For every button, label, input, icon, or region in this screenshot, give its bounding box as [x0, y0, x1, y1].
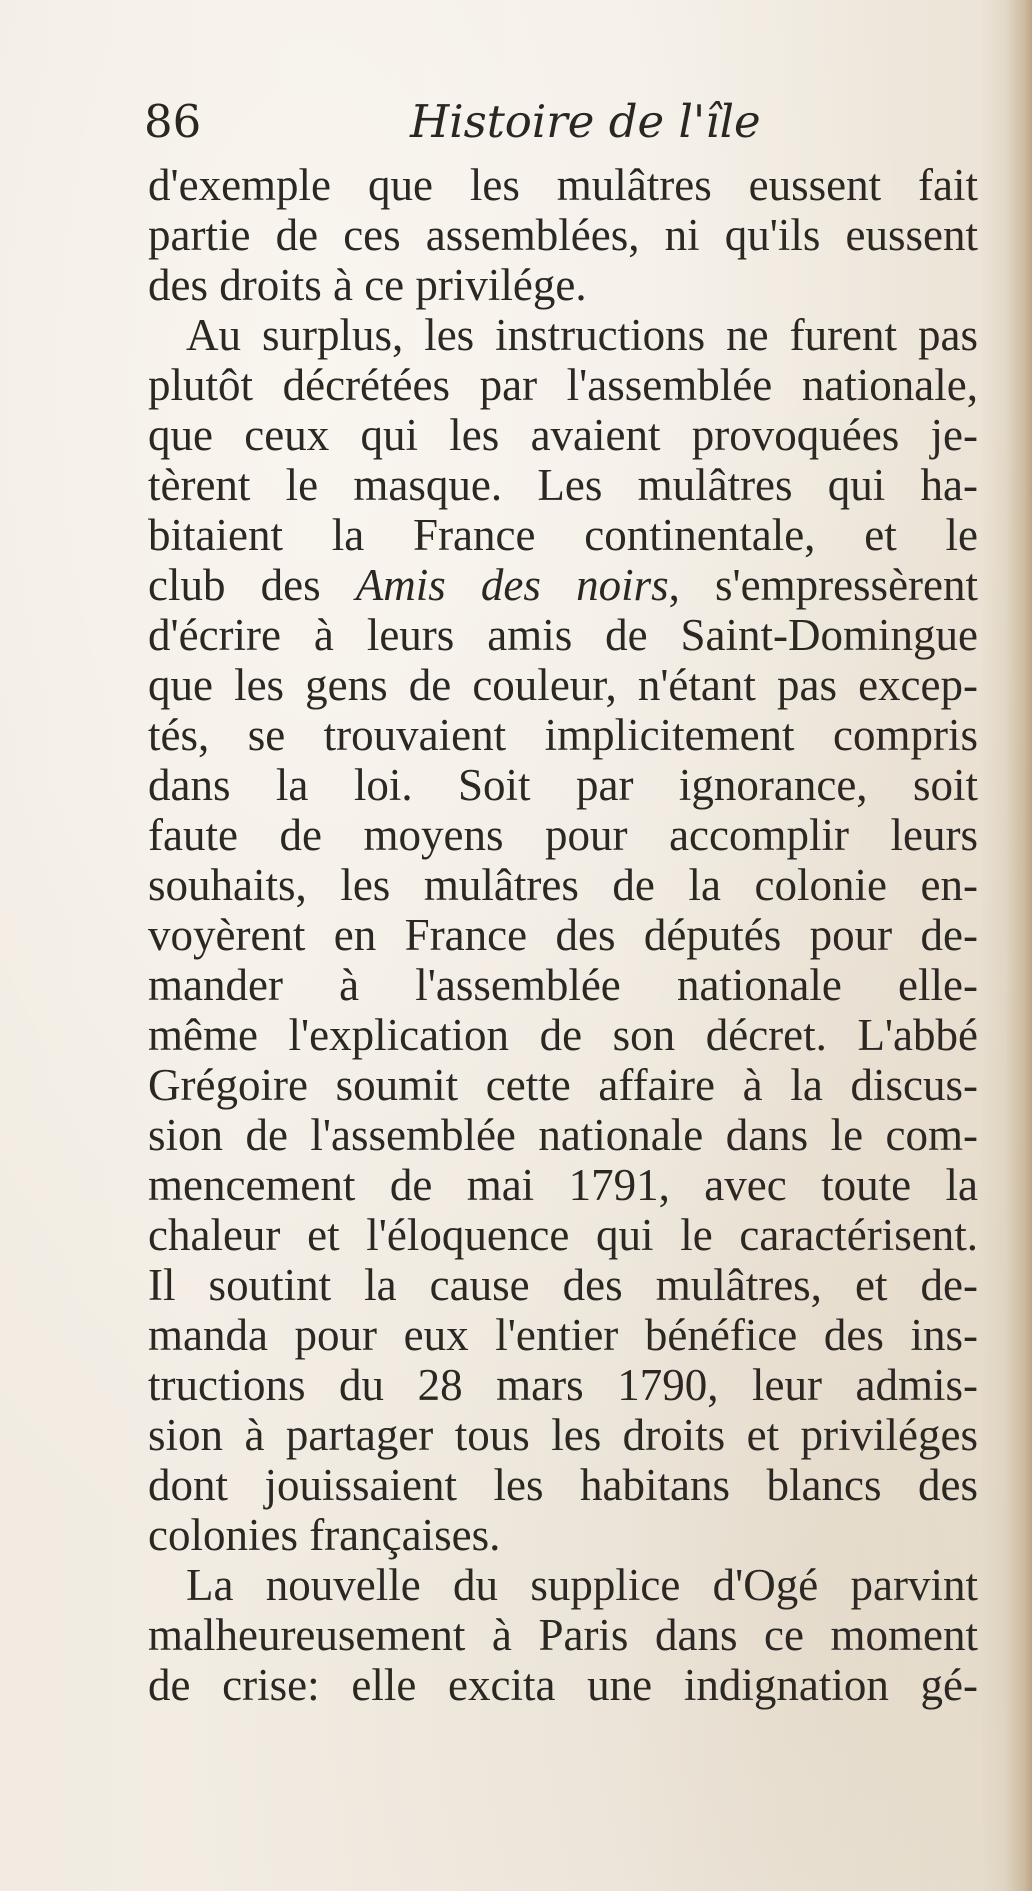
- text-line: dans la loi. Soit par ignorance, soit: [148, 760, 978, 810]
- text-line: sion à partager tous les droits et priviléges: [148, 1410, 978, 1460]
- text-line: que les gens de couleur, n'étant pas excep-: [148, 660, 978, 710]
- text-line: tructions du 28 mars 1790, leur admis-: [148, 1360, 978, 1410]
- body-text: [148, 160, 978, 1710]
- text-line: mencement de mai 1791, avec toute la: [148, 1160, 978, 1210]
- text-line: même l'explication de son décret. L'abbé: [148, 1010, 978, 1060]
- text-line: d'écrire à leurs amis de Saint-Domingue: [148, 610, 978, 660]
- text-line: [148, 560, 978, 610]
- text-line: bitaient la France continentale, et le: [148, 510, 978, 560]
- text-line: mander à l'assemblée nationale elle-: [148, 960, 978, 1010]
- page-number: 86: [144, 95, 202, 148]
- text-line: colonies françaises.: [148, 1510, 501, 1560]
- text-line: partie de ces assemblées, ni qu'ils eussent: [148, 210, 978, 260]
- running-title: Histoire de l'île: [410, 95, 761, 148]
- text-line: que ceux qui les avaient provoquées je-: [148, 410, 978, 460]
- text-line: malheureusement à Paris dans ce moment: [148, 1610, 978, 1660]
- text-line: chaleur et l'éloquence qui le caractérisent.: [148, 1210, 978, 1260]
- text-segment: , s'empressèrent: [668, 560, 979, 610]
- page-edge-shadow: [1006, 0, 1032, 1891]
- text-segment: club des: [148, 560, 321, 610]
- text-line: faute de moyens pour accomplir leurs: [148, 810, 978, 860]
- text-line: tés, se trouvaient implicitement compris: [148, 710, 978, 760]
- text-line: souhaits, les mulâtres de la colonie en-: [148, 860, 978, 910]
- text-line: voyèrent en France des députés pour de-: [148, 910, 978, 960]
- text-line: Il soutint la cause des mulâtres, et de-: [148, 1260, 978, 1310]
- text-line: La nouvelle du supplice d'Ogé parvint: [186, 1560, 978, 1610]
- text-line: d'exemple que les mulâtres eussent fait: [148, 160, 978, 210]
- text-line: de crise: elle excita une indignation gé-: [148, 1660, 978, 1710]
- text-line: plutôt décrétées par l'assemblée nationale,: [148, 360, 978, 410]
- running-header: [144, 92, 984, 156]
- italic-phrase: Amis des noirs: [355, 560, 669, 610]
- text-line: dont jouissaient les habitans blancs des: [148, 1460, 978, 1510]
- text-line: tèrent le masque. Les mulâtres qui ha-: [148, 460, 978, 510]
- text-line: Grégoire soumit cette affaire à la discus-: [148, 1060, 978, 1110]
- text-line: sion de l'assemblée nationale dans le com-: [148, 1110, 978, 1160]
- text-line: des droits à ce privilége.: [148, 260, 587, 310]
- text-line: Au surplus, les instructions ne furent pas: [186, 310, 978, 360]
- text-line: manda pour eux l'entier bénéfice des ins-: [148, 1310, 978, 1360]
